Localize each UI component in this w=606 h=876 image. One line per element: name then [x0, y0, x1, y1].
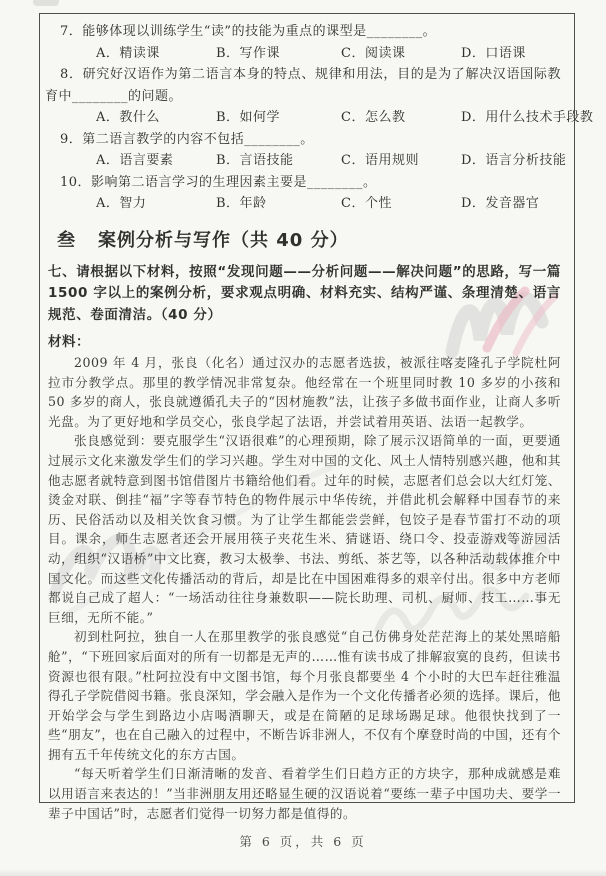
option-b: B．如何学 — [216, 110, 281, 125]
option-c: C．阅读课 — [341, 45, 406, 61]
question-stem: 7．能够体现以训练学生“读”的技能为重点的课型是________。 — [60, 24, 437, 39]
question-options — [45, 43, 561, 65]
option-a: A．智力 — [96, 196, 147, 211]
question-options — [45, 193, 561, 215]
scan-artifact — [33, 0, 59, 6]
question-stem: 8．研究好汉语作为第二语言本身的特点、规律和用法，目的是为了解决汉语国际教育中________的问题。 — [45, 67, 561, 104]
option-b: B．言语技能 — [216, 153, 294, 168]
option-a: A．精读课 — [96, 45, 160, 61]
question-7 — [45, 21, 561, 64]
question-10 — [45, 172, 561, 215]
option-d: D．口语课 — [461, 45, 526, 61]
material-section — [45, 332, 561, 823]
section-marker: 叁 — [57, 229, 76, 251]
option-c: C．个性 — [341, 196, 392, 211]
question-9 — [45, 129, 567, 172]
page-number: 第 6 页，共 6 页 — [239, 834, 367, 849]
option-b: B．写作课 — [216, 45, 281, 61]
option-c: C．怎么教 — [341, 110, 406, 125]
question-options — [45, 150, 567, 172]
option-d: D．语言分析技能 — [461, 153, 567, 168]
scan-edge — [0, 869, 606, 876]
question-stem: 9．第二语言教学的内容不包括________。 — [60, 131, 314, 147]
question-stem: 10．影响第二语言学习的生理因素主要是________。 — [60, 174, 377, 190]
question-options — [45, 107, 594, 129]
question-list — [45, 21, 594, 215]
option-a: A．教什么 — [96, 110, 160, 125]
option-a: A．语言要素 — [96, 153, 174, 168]
option-c: C．语用规则 — [341, 153, 419, 168]
material-paragraph-1: 2009 年 4 月，张良（化名）通过汉办的志愿者选拔，被派往喀麦隆孔子学院杜阿拉市分教学点。那里的教学情况非常复杂。他经常在一个班里同时教 10 多岁的小孩和 50 多岁的商人，张良就遵循孔夫子的“因材施教”法，让孩子多做书面作业，让商人多听光盘。为了更好地和学员交心，张良学起了法语，并尝试着用英语、法语一起教学。 — [48, 355, 561, 429]
section-title: 案例分析与写作（共 40 分） — [98, 229, 349, 251]
material-paragraph-4: “每天听着学生们日渐清晰的发音、看着学生们日趋方正的方块字，那种成就感是难以用语言来表达的！”当非洲朋友用还略显生硬的汉语说着“要练一辈子中国功夫、要学一辈子中国话”时，志愿者们觉得一切努力都是值得的。 — [48, 766, 561, 821]
task-instruction: 七、请根据以下材料，按照“发现问题——分析问题——解决问题”的思路，写一篇 1500 字以上的案例分析，要求观点明确、材料充实、结构严谨、条理清楚、语言规范、卷面清洁。（40 分） — [48, 263, 561, 323]
material-paragraph-2: 张良感觉到：要克服学生“汉语很难”的心理预期，除了展示汉语简单的一面，更要通过展示文化来激发学生们的学习兴趣。学生对中国的文化、风土人情特别感兴趣，他和其他志愿者就特意到图书馆借图片书籍给他们看。过年的时候，志愿者们总会以大红灯笼、烫金对联、倒挂“福”字等春节特色的物件展示中华传统，并借此机会解释中国春节的来历、民俗活动以及相关饮食习惯。为了让学生都能尝尝鲜，包饺子是春节雷打不动的项目。课余，师生志愿者还会开展用筷子夹花生米、猜谜语、绕口令、投壶游戏等游园活动，组织“汉语桥”中文比赛，教习太极拳、书法、剪纸、茶艺等，以各种活动载体推介中国文化。而这些文化传播活动的背后，却是比在中国困难得多的艰辛付出。很多中方老师都说自己成了超人：“一场活动往往身兼数职——院长助理、司机、厨师、技工……事无巨细，无所不能。” — [48, 433, 561, 625]
option-d: D．用什么技术手段教 — [461, 110, 594, 125]
option-d: D．发音器官 — [461, 196, 540, 211]
material-paragraph-3: 初到杜阿拉，独自一人在那里教学的张良感觉“自己仿佛身处茫茫海上的某处黑暗船舱”，“下班回家后面对的所有一切都是无声的……惟有读书成了排解寂寞的良药，但读书资源也很有限。”杜阿拉没有中文图书馆，每个月张良都要坐 4 个小时的大巴车赶往雅温得孔子学院借阅书籍。张良深知，学会融入是作为一个文化传播者必须的选择。课后，他开始学会与学生到路边小店喝酒聊天，或是在简陋的足球场踢足球。他很快找到了一些“朋友”，也在自己融入的过程中，不断告诉非洲人，不仅有个摩登时尚的中国，还有个拥有五千年传统文化的东方古国。 — [48, 629, 561, 762]
material-heading: 材料： — [48, 334, 90, 350]
content-frame — [39, 13, 594, 821]
question-8 — [45, 64, 594, 129]
option-b: B．年龄 — [216, 196, 267, 211]
section-header — [57, 228, 561, 254]
